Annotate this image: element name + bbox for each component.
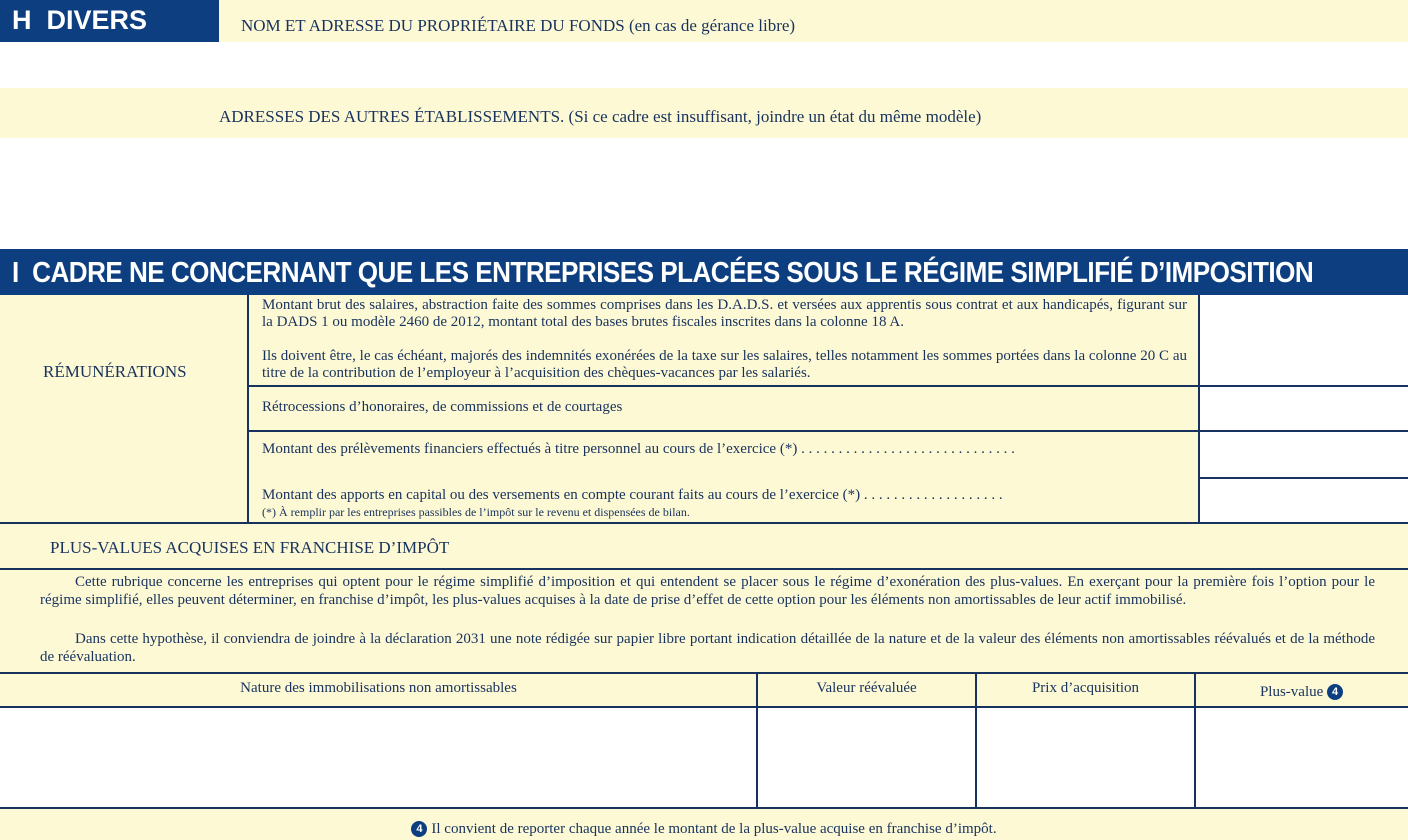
col-plus-value (1195, 684, 1408, 701)
owner-field[interactable] (0, 42, 1408, 88)
col-plus-value-label: Plus-value (1259, 684, 1324, 700)
prelevements-amount-field[interactable] (1200, 432, 1408, 477)
col-valeur-reevaluee: Valeur réévaluée (816, 680, 917, 696)
plus-values-title: PLUS-VALUES ACQUISES EN FRANCHISE D’IMPÔT (50, 538, 450, 557)
apports-amount-field[interactable] (1200, 479, 1408, 522)
valeur-reevaluee-field[interactable] (758, 708, 975, 807)
remunerations-label: RÉMUNÉRATIONS (43, 362, 187, 381)
col-nature: Nature des immobilisations non amortissables (240, 680, 517, 696)
owner-label: NOM ET ADRESSE DU PROPRIÉTAIRE DU FONDS (en cas de gérance libre) (241, 16, 796, 35)
nature-field[interactable] (0, 708, 756, 807)
prix-acquisition-field[interactable] (977, 708, 1194, 807)
section-h-title: DIVERS (46, 5, 148, 35)
remuneration-text-1: Montant brut des salaires, abstraction faite des sommes comprises dans les D.A.D.S. et versées aux apprentis sous contrat et aux handicapés, figurant sur la DADS 1 ou modèle 2460 de 2012, montant total des bases brutes fiscales inscrites dans la colonne 18 A. (262, 297, 1187, 330)
footnote-text: Il convient de reporter chaque année le montant de la plus-value acquise en franchise d’impôt. (431, 821, 997, 837)
salaires-amount-field[interactable] (1200, 295, 1408, 385)
plus-values-paragraph-1: Cette rubrique concerne les entreprises qui optent pour le régime simplifié d’imposition et qui entendent se placer sous le régime d’exonération des plus-values. En exerçant pour la première fois l’option pour le régime simplifié, elles peuvent déterminer, en franchise d’impôt, les plus-values acquises à la date de prise d’effet de cette option pour les éléments non amortissables de leur actif immobilisé. (40, 574, 1375, 608)
other-establishments-band (0, 88, 1408, 138)
footnote-asterisk: (*) À remplir par les entreprises passibles de l’impôt sur le revenu et dispensées de bilan. (262, 505, 690, 519)
section-h-letter: H (12, 5, 32, 35)
owner-label-band (219, 0, 1408, 42)
section-i-letter: I (12, 257, 19, 289)
remuneration-text-2: Ils doivent être, le cas échéant, majorés des indemnités exonérées de la taxe sur les salaires, telles notamment les sommes portées dans la colonne 20 C au titre de la contribution de l’employeur à l’acquisition des chèques-vacances par les salariés. (262, 348, 1187, 381)
retrocessions-label: Rétrocessions d’honoraires, de commissions et de courtages (262, 399, 623, 415)
plus-value-field[interactable] (1196, 708, 1408, 807)
prelevements-label: Montant des prélèvements financiers effectués à titre personnel au cours de l’exercice (*) . . . . . . . . . . . . . . . . . . . . . . . . . . . . . (262, 441, 1015, 457)
section-i-header (0, 249, 1408, 295)
note-4-icon: 4 (411, 821, 427, 837)
col-prix-acquisition: Prix d’acquisition (1031, 680, 1140, 696)
apports-label: Montant des apports en capital ou des versements en compte courant faits au cours de l’exercice (*) . . . . . . . . . . . . . . . . . . . (262, 487, 1003, 503)
section-h-header (0, 0, 219, 42)
note-4-icon: 4 (1327, 684, 1343, 700)
plus-values-paragraph-2: Dans cette hypothèse, il conviendra de joindre à la déclaration 2031 une note rédigée sur papier libre portant indication détaillée de la nature et de la valeur des éléments non amortissables réévalués et de la méthode de réévaluation. (40, 631, 1375, 665)
other-establishments-field[interactable] (0, 138, 1408, 249)
other-establishments-label: ADRESSES DES AUTRES ÉTABLISSEMENTS. (Si ce cadre est insuffisant, joindre un état du même modèle) (219, 107, 982, 126)
footnote-band (0, 809, 1408, 840)
section-i-title: CADRE NE CONCERNANT QUE LES ENTREPRISES PLACÉES SOUS LE RÉGIME SIMPLIFIÉ D’IMPOSITION (32, 257, 1314, 289)
retrocessions-amount-field[interactable] (1200, 387, 1408, 430)
